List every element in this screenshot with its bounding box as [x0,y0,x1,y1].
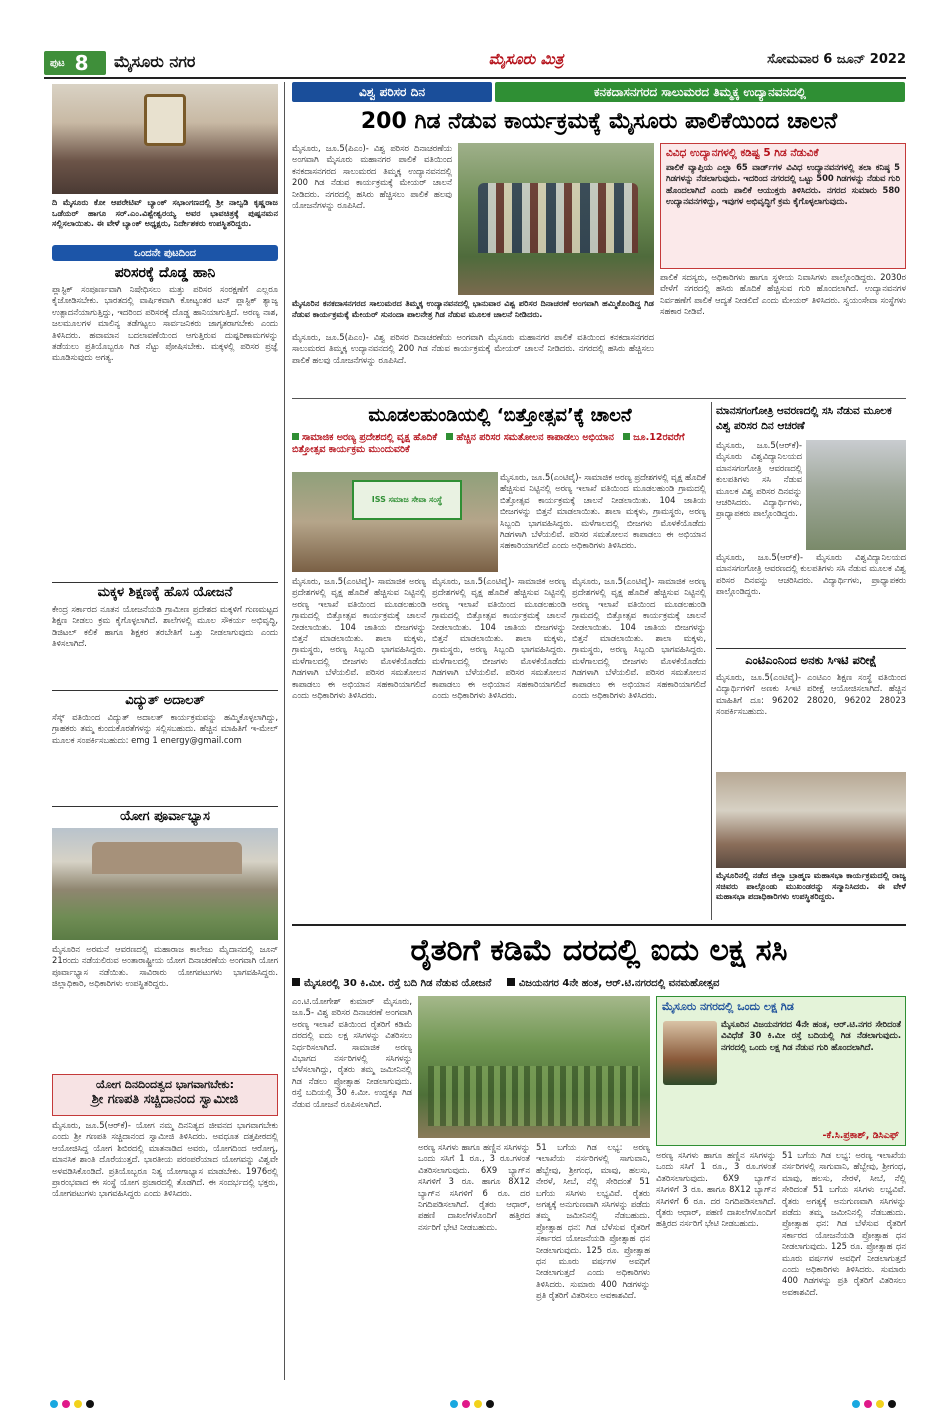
page-number: 8 [74,51,89,75]
swamiji-body: ಮೈಸೂರು, ಜೂ.5(ಆರ್‌ಕೆ)- ಯೋಗ ನಮ್ಮ ದಿನನಿತ್ಯದ ಜೀವನದ ಭಾಗವಾಗಬೇಕು ಎಂದು ಶ್ರೀ ಗಣಪತಿ ಸಚ್ಚಿದಾನಂದ ಸ್ವಾಮೀಜಿ ತಿಳಿಸಿದರು. ಅವಧೂತ ದತ್ತಪೀಠದಲ್ಲಿ ಆಯೋಜಿಸಿದ್ದ ಯೋಗ ಶಿಬಿರದಲ್ಲಿ ಮಾತನಾಡಿದ ಅವರು, ಯೋಗದಿಂದ ಆರೋಗ್ಯ, ಮಾನಸಿಕ ಶಾಂತಿ ದೊರೆಯುತ್ತದೆ. ಭಾರತೀಯ ಪರಂಪರೆಯಾದ ಯೋಗವನ್ನು ವಿಶ್ವವೇ ಅಳವಡಿಸಿಕೊಂಡಿದೆ. ಪ್ರತಿಯೊಬ್ಬರೂ ನಿತ್ಯ ಯೋಗಾಭ್ಯಾಸ ಮಾಡಬೇಕು. 1976ರಲ್ಲಿ ಪ್ರಾರಂಭವಾದ ಈ ಸಂಸ್ಥೆ ಯೋಗ ಪ್ರಚಾರದಲ್ಲಿ ತೊಡಗಿದೆ. ಈ ಸಂದರ್ಭದಲ್ಲಿ ಭಕ್ತರು, ಯೋಗಪಟುಗಳು ಭಾಗವಹಿಸಿದ್ದರು ಎಂದು ತಿಳಿಸಿದರು. [52,1120,278,1199]
bottom-body-c: 51 ಬಗೆಯ ಗಿಡ ಲಭ್ಯ: ಅರಣ್ಯ ಇಲಾಖೆಯ ನರ್ಸರಿಗಳಲ್ಲಿ ಸಾಗುವಾನಿ, ಹೆಬ್ಬೇವು, ಶ್ರೀಗಂಧ, ಮಾವು, ಹಲಸು, ನೇರಳೆ, ಸೀಬೆ, ನೆಲ್ಲಿ ಸೇರಿದಂತೆ 51 ಬಗೆಯ ಸಸಿಗಳು ಲಭ್ಯವಿವೆ. ರೈತರು ಅಗತ್ಯಕ್ಕೆ ಅನುಗುಣವಾಗಿ ಸಸಿಗಳನ್ನು ಪಡೆದು ತಮ್ಮ ಜಮೀನಿನಲ್ಲಿ ನೆಡಬಹುದು. ಪ್ರೋತ್ಸಾಹ ಧನ: ಗಿಡ ಬೆಳೆಸುವ ರೈತರಿಗೆ ಸರ್ಕಾರದ ಯೋಜನೆಯಡಿ ಪ್ರೋತ್ಸಾಹ ಧನ ನೀಡಲಾಗುವುದು. 125 ರೂ. ಪ್ರೋತ್ಸಾಹ ಧನ ಮೂರು ವರ್ಷಗಳ ಅವಧಿಗೆ ನೀಡಲಾಗುತ್ತದೆ ಎಂದು ಅಧಿಕಾರಿಗಳು ತಿಳಿಸಿದರು. ಸುಮಾರು 400 ಗಿಡಗಳನ್ನು ಪ್ರತಿ ರೈತರಿಗೆ ವಿತರಿಸಲು ಅವಕಾಶವಿದೆ. [536,1142,650,1301]
black-dot [888,1400,896,1408]
people-group-icon [478,183,638,253]
issue-date: ಸೋಮವಾರ 6 ಜೂನ್ 2022 [767,52,906,67]
continued-band: ಒಂದನೇ ಪುಟದಿಂದ [52,245,278,261]
magenta-dot [462,1400,470,1408]
story-body-power: ಸೆಸ್ಕ್ ವತಿಯಿಂದ ವಿದ್ಯುತ್ ಅದಾಲತ್ ಕಾರ್ಯಕ್ರಮವನ್ನು ಹಮ್ಮಿಕೊಳ್ಳಲಾಗಿದ್ದು, ಗ್ರಾಹಕರು ತಮ್ಮ ಕುಂದುಕೊರತೆಗಳನ್ನು ಸಲ್ಲಿಸಬಹುದು. ಹೆಚ್ಚಿನ ಮಾಹಿತಿಗೆ ಇ-ಮೇಲ್ ಮೂಲಕ ಸಂಪರ್ಕಿಸಬಹುದು: emg 1 energy@gmail.com [52,712,278,745]
bottom-box-heading: ಮೈಸೂರು ನಗರದಲ್ಲಿ ಒಂದು ಲಕ್ಷ ಗಿಡ [662,1000,794,1013]
yoga-body: ಮೈಸೂರಿನ ಅರಮನೆ ಆವರಣದಲ್ಲಿ ಮಹಾರಾಜ ಕಾಲೇಜು ಮೈದಾನದಲ್ಲಿ ಜೂನ್ 21ರಂದು ನಡೆಯಲಿರುವ ಅಂತಾರಾಷ್ಟ್ರೀಯ ಯೋಗ ದಿನಾಚರಣೆಯ ಅಂಗವಾಗಿ ಯೋಗ ಪೂರ್ವಾಭ್ಯಾಸ ನಡೆಯಿತು. ಸಾವಿರಾರು ಯೋಗಪಟುಗಳು ಭಾಗವಹಿಸಿದ್ದರು. ಜಿಲ್ಲಾಧಿಕಾರಿ, ಅಧಿಕಾರಿಗಳು ಉಪಸ್ಥಿತರಿದ್ದರು. [52,944,278,989]
page-number-box [44,51,106,75]
bottom-box-city [656,996,906,1146]
magenta-dot [62,1400,70,1408]
felicitation-photo [716,772,906,868]
mid-right-rule [711,402,712,920]
registration-marks-right [852,1400,912,1410]
mid-headline: ಮೂಡಲಹುಂಡಿಯಲ್ಲಿ ‘ಬಿತ್ತೋತ್ಸವ’ಕ್ಕೆ ಚಾಲನೆ [368,405,632,426]
right-story1-body-cont: ಮೈಸೂರು, ಜೂ.5(ಆರ್‌ಕೆ)- ಮೈಸೂರು ವಿಶ್ವವಿದ್ಯಾನಿಲಯದ ಮಾನಸಗಂಗೋತ್ರಿ ಆವರಣದಲ್ಲಿ ಕುಲಪತಿಗಳು ಸಸಿ ನೆಡುವ ಮೂಲಕ ವಿಶ್ವ ಪರಿಸರ ದಿನವನ್ನು ಆಚರಿಸಿದರು. ವಿದ್ಯಾರ್ಥಿಗಳು, ಪ್ರಾಧ್ಯಾಪಕರು ಪಾಲ್ಗೊಂಡಿದ್ದರು. [716,552,906,597]
tree-planting-caption: ಮೈಸೂರಿನ ಕನಕದಾಸನಗರದ ಸಾಲುಮರದ ತಿಮ್ಮಕ್ಕ ಉದ್ಯಾನವನದಲ್ಲಿ ಭಾನುವಾರ ವಿಶ್ವ ಪರಿಸರ ದಿನಾಚರಣೆ ಅಂಗವಾಗಿ ಹಮ್ಮಿಕೊಂಡಿದ್ದ ಗಿಡ ನೆಡುವ ಕಾರ್ಯಕ್ರಮಕ್ಕೆ ಮೇಯರ್ ಸುನಂದಾ ಪಾಲನೇತ್ರ ಗಿಡ ನೆಡುವ ಮೂಲಕ ಚಾಲನೆ ನೀಡಿದರು. [292,298,654,319]
square-bullet-icon [292,978,300,986]
left-column-rule [284,82,285,1380]
cyan-dot [50,1400,58,1408]
bottom-box-author: -ಕೆ.ಸಿ.ಪ್ರಕಾಶ್, ಡಿಸಿಎಫ್ [822,1130,899,1141]
mid-body-c: ಮೈಸೂರು, ಜೂ.5(ಎಂಟಿವೈ)- ಸಾಮಾಜಿಕ ಅರಣ್ಯ ಪ್ರದೇಶಗಳಲ್ಲಿ ವೃಕ್ಷ ಹೊದಿಕೆ ಹೆಚ್ಚಿಸುವ ನಿಟ್ಟಿನಲ್ಲಿ ಅರಣ್ಯ ಇಲಾಖೆ ವತಿಯಿಂದ ಮೂಡಲಹುಂಡಿ ಗ್ರಾಮದಲ್ಲಿ ಬಿತ್ತೋತ್ಸವ ಕಾರ್ಯಕ್ರಮಕ್ಕೆ ಚಾಲನೆ ನೀಡಲಾಯಿತು. 104 ಜಾತಿಯ ಬೀಜಗಳನ್ನು ಬಿತ್ತನೆ ಮಾಡಲಾಯಿತು. ಶಾಲಾ ಮಕ್ಕಳು, ಗ್ರಾಮಸ್ಥರು, ಅರಣ್ಯ ಸಿಬ್ಬಂದಿ ಭಾಗವಹಿಸಿದ್ದರು. ಮಳೆಗಾಲದಲ್ಲಿ ಬೀಜಗಳು ಮೊಳಕೆಯೊಡೆದು ಗಿಡಗಳಾಗಿ ಬೆಳೆಯಲಿವೆ. ಪರಿಸರ ಸಮತೋಲನ ಕಾಪಾಡಲು ಈ ಅಭಿಯಾನ ಸಹಕಾರಿಯಾಗಲಿದೆ ಎಂದು ಅಧಿಕಾರಿಗಳು ತಿಳಿಸಿದರು. [432,576,566,701]
square-bullet-icon [446,433,453,440]
section-title: ಮೈಸೂರು ನಗರ [114,52,196,71]
main-body-text-lower: ಮೈಸೂರು, ಜೂ.5(ಪಿಎಂ)- ವಿಶ್ವ ಪರಿಸರ ದಿನಾಚರಣೆಯ ಅಂಗವಾಗಿ ಮೈಸೂರು ಮಹಾನಗರ ಪಾಲಿಕೆ ವತಿಯಿಂದ ಕನಕದಾಸನಗರದ ಸಾಲುಮರದ ತಿಮ್ಮಕ್ಕ ಉದ್ಯಾನವನದಲ್ಲಿ 200 ಗಿಡ ನೆಡುವ ಕಾರ್ಯಕ್ರಮಕ್ಕೆ ಮೇಯರ್ ಚಾಲನೆ ನೀಡಿದರು. ನಗರದಲ್ಲಿ ಹಸಿರು ಹೆಚ್ಚಿಸಲು ಪಾಲಿಕೆ ಹಲವು ಯೋಜನೆಗಳನ್ನು ರೂಪಿಸಿದೆ. [292,332,654,365]
bottom-box-text: ಮೈಸೂರಿನ ವಿಜಯನಗರದ 4ನೇ ಹಂತ, ಆರ್.ಟಿ.ನಗರ ಸೇರಿದಂತೆ ವಿವಿಧೆಡೆ 30 ಕಿ.ಮೀ ರಸ್ತೆ ಬದಿಯಲ್ಲಿ ಗಿಡ ನೆಡಲಾಗುವುದು. ನಗರದಲ್ಲಿ ಒಂದು ಲಕ್ಷ ಗಿಡ ನೆಡುವ ಗುರಿ ಹೊಂದಲಾಗಿದೆ. [721,1019,901,1052]
registration-marks-center [450,1400,510,1410]
right-story2-body: ಮೈಸೂರು, ಜೂ.5(ಎಂಟಿವೈ)- ಎಂಟಿಎಂ ಶಿಕ್ಷಣ ಸಂಸ್ಥೆ ವತಿಯಿಂದ ವಿದ್ಯಾರ್ಥಿಗಳಿಗೆ ಅಣಕು ಸಿಇಟಿ ಪರೀಕ್ಷೆ ಆಯೋಜಿಸಲಾಗಿದೆ. ಹೆಚ್ಚಿನ ಮಾಹಿತಿಗೆ ದೂ: 96202 28020, 96202 28023 ಸಂಪರ್ಕಿಸಬಹುದು. [716,672,906,717]
yellow-dot [474,1400,482,1408]
bottom-body-b: ಅರಣ್ಯ ಸಸಿಗಳು ಹಾಗೂ ಹಣ್ಣಿನ ಸಸಿಗಳನ್ನು ಒಂದು ಸಸಿಗೆ 1 ರೂ., 3 ರೂ.ಗಳಂತೆ ವಿತರಿಸಲಾಗುವುದು. 6X9 ಬ್ಯಾಗ್‌ನ ಸಸಿಗಳಿಗೆ 3 ರೂ. ಹಾಗೂ 8X12 ಬ್ಯಾಗ್‌ನ ಸಸಿಗಳಿಗೆ 6 ರೂ. ದರ ನಿಗದಿಪಡಿಸಲಾಗಿದೆ. ರೈತರು ಆಧಾರ್, ಪಹಣಿ ದಾಖಲೆಗಳೊಂದಿಗೆ ಹತ್ತಿರದ ನರ್ಸರಿಗೆ ಭೇಟಿ ನೀಡಬಹುದು. [418,1142,530,1232]
black-dot [486,1400,494,1408]
bottom-headline: ರೈತರಿಗೆ ಕಡಿಮೆ ದರದಲ್ಲಿ ಐದು ಲಕ್ಷ ಸಸಿ [410,933,788,968]
square-bullet-icon [507,978,515,986]
nursery-photo [418,996,650,1138]
banner-iss [352,480,462,520]
story-body-environment: ಪ್ಲಾಸ್ಟಿಕ್ ಸಂಪೂರ್ಣವಾಗಿ ನಿಷೇಧಿಸಲು ಮತ್ತು ಪರಿಸರ ಸಂರಕ್ಷಣೆಗೆ ಎಲ್ಲರೂ ಕೈಜೋಡಿಸಬೇಕು. ಭಾರತದಲ್ಲಿ ವಾರ್ಷಿಕವಾಗಿ ಕೋಟ್ಯಂತರ ಟನ್ ಪ್ಲಾಸ್ಟಿಕ್ ತ್ಯಾಜ್ಯ ಉತ್ಪಾದನೆಯಾಗುತ್ತಿದ್ದು, ಇದರಿಂದ ಪರಿಸರಕ್ಕೆ ದೊಡ್ಡ ಹಾನಿಯಾಗುತ್ತಿದೆ. ಅರಣ್ಯ ನಾಶ, ಜಲಮೂಲಗಳ ಮಾಲಿನ್ಯ ತಡೆಗಟ್ಟಲು ಸಾರ್ವಜನಿಕರು ಜಾಗೃತರಾಗಬೇಕು ಎಂದು ತಿಳಿಸಿದರು. ಹವಾಮಾನ ಬದಲಾವಣೆಯಿಂದ ಆಗುತ್ತಿರುವ ದುಷ್ಪರಿಣಾಮಗಳನ್ನು ತಡೆಯಲು ಪ್ರತಿಯೊಬ್ಬರೂ ಗಿಡ ನೆಟ್ಟು ಪೋಷಿಸಬೇಕು. ಮಕ್ಕಳಲ್ಲಿ ಪರಿಸರ ಪ್ರಜ್ಞೆ ಮೂಡಿಸುವುದು ಅಗತ್ಯ. [52,284,278,363]
yellow-dot [876,1400,884,1408]
main-bottom-rule [292,398,906,399]
right-story1-heading: ಮಾನಸಗಂಗೋತ್ರಿ ಆವರಣದಲ್ಲಿ ಸಸಿ ನೆಡುವ ಮೂಲಕ ವಿಶ್ವ ಪರಿಸರ ದಿನ ಆಚರಣೆ [716,405,892,432]
square-bullet-icon [623,433,630,440]
bottom-body-a: ಎಂ.ಟಿ.ಯೋಗೇಶ್ ಕುಮಾರ್ ಮೈಸೂರು, ಜೂ.5- ವಿಶ್ವ ಪರಿಸರ ದಿನಾಚರಣೆ ಅಂಗವಾಗಿ ಅರಣ್ಯ ಇಲಾಖೆ ವತಿಯಿಂದ ರೈತರಿಗೆ ಕಡಿಮೆ ದರದಲ್ಲಿ ಐದು ಲಕ್ಷ ಸಸಿಗಳನ್ನು ವಿತರಿಸಲು ನಿರ್ಧರಿಸಲಾಗಿದೆ. ಸಾಮಾಜಿಕ ಅರಣ್ಯ ವಿಭಾಗದ ನರ್ಸರಿಗಳಲ್ಲಿ ಸಸಿಗಳನ್ನು ಬೆಳೆಸಲಾಗಿದ್ದು, ರೈತರು ತಮ್ಮ ಜಮೀನಿನಲ್ಲಿ ಗಿಡ ನೆಡಲು ಪ್ರೋತ್ಸಾಹ ನೀಡಲಾಗುವುದು. ರಸ್ತೆ ಬದಿಯಲ್ಲಿ 30 ಕಿ.ಮೀ. ಉದ್ದಕ್ಕೂ ಗಿಡ ನೆಡುವ ಯೋಜನೆ ರೂಪಿಸಲಾಗಿದೆ. [292,996,412,1109]
mid-bullets [292,432,708,470]
bottom-bullets [292,976,906,992]
side-box-heading: ವಿವಿಧ ಉದ್ಯಾನಗಳಲ್ಲಿ ಕಡಿಷ್ಟ 5 ಗಿಡ ನೆಡುವಿಕೆ [666,147,819,159]
mid-bullet-2: ಹೆಚ್ಚಿನ ಪರಿಸರ ಸಮತೋಲನ ಕಾಪಾಡಲು ಅಭಿಯಾನ [456,432,614,443]
mid-bullet-1: ಸಾಮಾಜಿಕ ಅರಣ್ಯ ಪ್ರದೇಶದಲ್ಲಿ ವೃಕ್ಷ ಹೊದಿಕೆ [302,432,438,443]
main-body-text: ಪಾಲಿಕೆ ಸದಸ್ಯರು, ಅಧಿಕಾರಿಗಳು ಹಾಗೂ ಸ್ಥಳೀಯ ನಿವಾಸಿಗಳು ಪಾಲ್ಗೊಂಡಿದ್ದರು. 2030ರ ವೇಳೆಗೆ ನಗರದಲ್ಲಿ ಹಸಿರು ಹೊದಿಕೆ ಹೆಚ್ಚಿಸುವ ಗುರಿ ಹೊಂದಲಾಗಿದೆ. ಉದ್ಯಾನವನಗಳ ನಿರ್ವಹಣೆಗೆ ಪಾಲಿಕೆ ಆದ್ಯತೆ ನೀಡಲಿದೆ ಎಂದು ಮೇಯರ್ ತಿಳಿಸಿದರು. ಸ್ವಯಂಸೇವಾ ಸಂಸ್ಥೆಗಳು ಸಹಕಾರ ನೀಡಿವೆ. [660,272,906,317]
bottom-body-d: ಅರಣ್ಯ ಸಸಿಗಳು ಹಾಗೂ ಹಣ್ಣಿನ ಸಸಿಗಳನ್ನು ಒಂದು ಸಸಿಗೆ 1 ರೂ., 3 ರೂ.ಗಳಂತೆ ವಿತರಿಸಲಾಗುವುದು. 6X9 ಬ್ಯಾಗ್‌ನ ಸಸಿಗಳಿಗೆ 3 ರೂ. ಹಾಗೂ 8X12 ಬ್ಯಾಗ್‌ನ ಸಸಿಗಳಿಗೆ 6 ರೂ. ದರ ನಿಗದಿಪಡಿಸಲಾಗಿದೆ. ರೈತರು ಆಧಾರ್, ಪಹಣಿ ದಾಖಲೆಗಳೊಂದಿಗೆ ಹತ್ತಿರದ ನರ್ಸರಿಗೆ ಭೇಟಿ ನೀಡಬಹುದು. [656,1150,776,1229]
cyan-dot [852,1400,860,1408]
side-box-parks [660,143,906,269]
bank-event-photo [52,84,278,194]
swamiji-name: ಶ್ರೀ ಗಣಪತಿ ಸಚ್ಚಿದಾನಂದ ಸ್ವಾಮೀಜಿ [91,1092,239,1107]
tag-kanakadasa-nagar: ಕನಕದಾಸನಗರದ ಸಾಲುಮರದ ತಿಮ್ಮಕ್ಕ ಉದ್ಯಾನವನದಲ್ಲಿ [495,82,905,102]
bank-event-caption: ದಿ ಮೈಸೂರು ಕೋ ಆಪರೇಟಿವ್ ಬ್ಯಾಂಕ್ ಸಭಾಂಗಣದಲ್ಲಿ ಶ್ರೀ ನಾಲ್ವಡಿ ಕೃಷ್ಣರಾಜ ಒಡೆಯರ್ ಹಾಗೂ ಸರ್.ಎಂ.ವಿಶ್ವೇಶ್ವರಯ್ಯ ಅವರ ಭಾವಚಿತ್ರಕ್ಕೆ ಪುಷ್ಪನಮನ ಸಲ್ಲಿಸಲಾಯಿತು. ಈ ವೇಳೆ ಬ್ಯಾಂಕ್ ಅಧ್ಯಕ್ಷರು, ನಿರ್ದೇಶಕರು ಉಪಸ್ಥಿತರಿದ್ದರು. [52,197,278,228]
tag-world-environment-day: ವಿಶ್ವ ಪರಿಸರ ದಿನ [292,82,492,102]
yellow-dot [74,1400,82,1408]
page-header [44,50,906,76]
bottom-section-rule [292,924,906,926]
bottom-body-e: 51 ಬಗೆಯ ಗಿಡ ಲಭ್ಯ: ಅರಣ್ಯ ಇಲಾಖೆಯ ನರ್ಸರಿಗಳಲ್ಲಿ ಸಾಗುವಾನಿ, ಹೆಬ್ಬೇವು, ಶ್ರೀಗಂಧ, ಮಾವು, ಹಲಸು, ನೇರಳೆ, ಸೀಬೆ, ನೆಲ್ಲಿ ಸೇರಿದಂತೆ 51 ಬಗೆಯ ಸಸಿಗಳು ಲಭ್ಯವಿವೆ. ರೈತರು ಅಗತ್ಯಕ್ಕೆ ಅನುಗುಣವಾಗಿ ಸಸಿಗಳನ್ನು ಪಡೆದು ತಮ್ಮ ಜಮೀನಿನಲ್ಲಿ ನೆಡಬಹುದು. ಪ್ರೋತ್ಸಾಹ ಧನ: ಗಿಡ ಬೆಳೆಸುವ ರೈತರಿಗೆ ಸರ್ಕಾರದ ಯೋಜನೆಯಡಿ ಪ್ರೋತ್ಸಾಹ ಧನ ನೀಡಲಾಗುವುದು. 125 ರೂ. ಪ್ರೋತ್ಸಾಹ ಧನ ಮೂರು ವರ್ಷಗಳ ಅವಧಿಗೆ ನೀಡಲಾಗುತ್ತದೆ ಎಂದು ಅಧಿಕಾರಿಗಳು ತಿಳಿಸಿದರು. ಸುಮಾರು 400 ಗಿಡಗಳನ್ನು ಪ್ರತಿ ರೈತರಿಗೆ ವಿತರಿಸಲು ಅವಕಾಶವಿದೆ. [782,1150,906,1297]
page-label: ಪುಟ [50,57,65,69]
swamiji-box [52,1074,278,1116]
right-story1-body: ಮೈಸೂರು, ಜೂ.5(ಆರ್‌ಕೆ)- ಮೈಸೂರು ವಿಶ್ವವಿದ್ಯಾನಿಲಯದ ಮಾನಸಗಂಗೋತ್ರಿ ಆವರಣದಲ್ಲಿ ಕುಲಪತಿಗಳು ಸಸಿ ನೆಡುವ ಮೂಲಕ ವಿಶ್ವ ಪರಿಸರ ದಿನವನ್ನು ಆಚರಿಸಿದರು. ವಿದ್ಯಾರ್ಥಿಗಳು, ಪ್ರಾಧ್ಯಾಪಕರು ಪಾಲ್ಗೊಂಡಿದ್ದರು. [716,440,802,519]
square-bullet-icon [292,433,299,440]
black-dot [86,1400,94,1408]
story-body-education: ಕೇಂದ್ರ ಸರ್ಕಾರದ ನೂತನ ಯೋಜನೆಯಡಿ ಗ್ರಾಮೀಣ ಪ್ರದೇಶದ ಮಕ್ಕಳಿಗೆ ಗುಣಮಟ್ಟದ ಶಿಕ್ಷಣ ನೀಡಲು ಕ್ರಮ ಕೈಗೊಳ್ಳಲಾಗಿದೆ. ಶಾಲೆಗಳಲ್ಲಿ ಮೂಲ ಸೌಕರ್ಯ ಅಭಿವೃದ್ಧಿ, ಡಿಜಿಟಲ್ ಕಲಿಕೆ ಹಾಗೂ ಶಿಕ್ಷಕರ ತರಬೇತಿಗೆ ಒತ್ತು ನೀಡಲಾಗುವುದು ಎಂದು ತಿಳಿಸಲಾಗಿದೆ. [52,604,278,649]
bottom-bullet-1: ಮೈಸೂರಲ್ಲಿ 30 ಕಿ.ಮೀ. ರಸ್ತೆ ಬದಿ ಗಿಡ ನೆಡುವ ಯೋಜನೆ [304,978,492,989]
story-heading-education: ಮಕ್ಕಳ ಶಿಕ್ಷಣಕ್ಕೆ ಹೊಸ ಯೋಜನೆ [52,582,278,602]
saplings-rows-icon [428,1066,640,1126]
yoga-heading: ಯೋಗ ಪೂರ್ವಾಭ್ಯಾಸ [52,806,278,826]
story-heading-environment: ಪರಿಸರಕ್ಕೆ ದೊಡ್ಡ ಹಾನಿ [114,265,216,281]
main-lead-text: ಮೈಸೂರು, ಜೂ.5(ಪಿಎಂ)- ವಿಶ್ವ ಪರಿಸರ ದಿನಾಚರಣೆಯ ಅಂಗವಾಗಿ ಮೈಸೂರು ಮಹಾನಗರ ಪಾಲಿಕೆ ವತಿಯಿಂದ ಕನಕದಾಸನಗರದ ಸಾಲುಮರದ ತಿಮ್ಮಕ್ಕ ಉದ್ಯಾನವನದಲ್ಲಿ 200 ಗಿಡ ನೆಡುವ ಕಾರ್ಯಕ್ರಮಕ್ಕೆ ಮೇಯರ್ ಚಾಲನೆ ನೀಡಿದರು. ನಗರದಲ್ಲಿ ಹಸಿರು ಹೆಚ್ಚಿಸಲು ಪಾಲಿಕೆ ಹಲವು ಯೋಜನೆಗಳನ್ನು ರೂಪಿಸಿದೆ. [292,143,452,211]
cyan-dot [450,1400,458,1408]
mid-body-a: ಮೈಸೂರು, ಜೂ.5(ಎಂಟಿವೈ)- ಸಾಮಾಜಿಕ ಅರಣ್ಯ ಪ್ರದೇಶಗಳಲ್ಲಿ ವೃಕ್ಷ ಹೊದಿಕೆ ಹೆಚ್ಚಿಸುವ ನಿಟ್ಟಿನಲ್ಲಿ ಅರಣ್ಯ ಇಲಾಖೆ ವತಿಯಿಂದ ಮೂಡಲಹುಂಡಿ ಗ್ರಾಮದಲ್ಲಿ ಬಿತ್ತೋತ್ಸವ ಕಾರ್ಯಕ್ರಮಕ್ಕೆ ಚಾಲನೆ ನೀಡಲಾಯಿತು. 104 ಜಾತಿಯ ಬೀಜಗಳನ್ನು ಬಿತ್ತನೆ ಮಾಡಲಾಯಿತು. ಶಾಲಾ ಮಕ್ಕಳು, ಗ್ರಾಮಸ್ಥರು, ಅರಣ್ಯ ಸಿಬ್ಬಂದಿ ಭಾಗವಹಿಸಿದ್ದರು. ಮಳೆಗಾಲದಲ್ಲಿ ಬೀಜಗಳು ಮೊಳಕೆಯೊಡೆದು ಗಿಡಗಳಾಗಿ ಬೆಳೆಯಲಿವೆ. ಪರಿಸರ ಸಮತೋಲನ ಕಾಪಾಡಲು ಈ ಅಭಿಯಾನ ಸಹಕಾರಿಯಾಗಲಿದೆ ಎಂದು ಅಧಿಕಾರಿಗಳು ತಿಳಿಸಿದರು. [500,472,706,551]
palace-silhouette-icon [92,842,242,874]
right-story2-heading: ಎಂಟಿಎಂನಿಂದ ಅನಕು ಸಿಇಟಿ ಪರೀಕ್ಷೆ [716,648,906,670]
story-heading-power: ವಿದ್ಯುತ್ ಅದಾಲತ್ [52,690,278,710]
main-headline: 200 ಗಿಡ ನೆಡುವ ಕಾರ್ಯಕ್ರಮಕ್ಕೆ ಮೈಸೂರು ಪಾಲಿಕೆಯಿಂದ ಚಾಲನೆ [360,109,838,134]
mid-body-d: ಮೈಸೂರು, ಜೂ.5(ಎಂಟಿವೈ)- ಸಾಮಾಜಿಕ ಅರಣ್ಯ ಪ್ರದೇಶಗಳಲ್ಲಿ ವೃಕ್ಷ ಹೊದಿಕೆ ಹೆಚ್ಚಿಸುವ ನಿಟ್ಟಿನಲ್ಲಿ ಅರಣ್ಯ ಇಲಾಖೆ ವತಿಯಿಂದ ಮೂಡಲಹುಂಡಿ ಗ್ರಾಮದಲ್ಲಿ ಬಿತ್ತೋತ್ಸವ ಕಾರ್ಯಕ್ರಮಕ್ಕೆ ಚಾಲನೆ ನೀಡಲಾಯಿತು. 104 ಜಾತಿಯ ಬೀಜಗಳನ್ನು ಬಿತ್ತನೆ ಮಾಡಲಾಯಿತು. ಶಾಲಾ ಮಕ್ಕಳು, ಗ್ರಾಮಸ್ಥರು, ಅರಣ್ಯ ಸಿಬ್ಬಂದಿ ಭಾಗವಹಿಸಿದ್ದರು. ಮಳೆಗಾಲದಲ್ಲಿ ಬೀಜಗಳು ಮೊಳಕೆಯೊಡೆದು ಗಿಡಗಳಾಗಿ ಬೆಳೆಯಲಿವೆ. ಪರಿಸರ ಸಮತೋಲನ ಕಾಪಾಡಲು ಈ ಅಭಿಯಾನ ಸಹಕಾರಿಯಾಗಲಿದೆ ಎಂದು ಅಧಿಕಾರಿಗಳು ತಿಳಿಸಿದರು. [572,576,706,701]
mid-bullet-3: ಜೂ.12ರವರೆಗೆ ಬಿತ್ತೋತ್ಸವ ಕಾರ್ಯಕ್ರಮ ಮುಂದುವರಿಕೆ [292,432,685,455]
registration-marks-left [50,1400,140,1410]
mid-body-b: ಮೈಸೂರು, ಜೂ.5(ಎಂಟಿವೈ)- ಸಾಮಾಜಿಕ ಅರಣ್ಯ ಪ್ರದೇಶಗಳಲ್ಲಿ ವೃಕ್ಷ ಹೊದಿಕೆ ಹೆಚ್ಚಿಸುವ ನಿಟ್ಟಿನಲ್ಲಿ ಅರಣ್ಯ ಇಲಾಖೆ ವತಿಯಿಂದ ಮೂಡಲಹುಂಡಿ ಗ್ರಾಮದಲ್ಲಿ ಬಿತ್ತೋತ್ಸವ ಕಾರ್ಯಕ್ರಮಕ್ಕೆ ಚಾಲನೆ ನೀಡಲಾಯಿತು. 104 ಜಾತಿಯ ಬೀಜಗಳನ್ನು ಬಿತ್ತನೆ ಮಾಡಲಾಯಿತು. ಶಾಲಾ ಮಕ್ಕಳು, ಗ್ರಾಮಸ್ಥರು, ಅರಣ್ಯ ಸಿಬ್ಬಂದಿ ಭಾಗವಹಿಸಿದ್ದರು. ಮಳೆಗಾಲದಲ್ಲಿ ಬೀಜಗಳು ಮೊಳಕೆಯೊಡೆದು ಗಿಡಗಳಾಗಿ ಬೆಳೆಯಲಿವೆ. ಪರಿಸರ ಸಮತೋಲನ ಕಾಪಾಡಲು ಈ ಅಭಿಯಾನ ಸಹಕಾರಿಯಾಗಲಿದೆ ಎಂದು ಅಧಿಕಾರಿಗಳು ತಿಳಿಸಿದರು. [292,576,426,701]
campus-photo [806,440,906,550]
officer-avatar [663,1021,717,1085]
yoga-photo [52,828,278,940]
header-rule [44,77,906,79]
tree-planting-photo [458,143,654,295]
seed-festival-photo [292,472,498,572]
paper-name: ಮೈಸೂರು ಮಿತ್ರ [488,50,564,68]
magenta-dot [864,1400,872,1408]
banner-text: ISS ಸಮಾಜ ಸೇವಾ ಸಂಸ್ಥೆ [371,495,443,504]
felicitation-caption: ಮೈಸೂರಿನಲ್ಲಿ ನಡೆದ ಜಿಲ್ಲಾ ಬ್ರಾಹ್ಮಣ ಮಹಾಸಭಾ ಕಾರ್ಯಕ್ರಮದಲ್ಲಿ ರಾಜ್ಯ ಸಚಿವರು ಪಾಲ್ಗೊಂಡು ಮುಖಂಡರನ್ನು ಸನ್ಮಾನಿಸಿದರು. ಈ ವೇಳೆ ಮಹಾಸಭಾ ಪದಾಧಿಕಾರಿಗಳು ಉಪಸ್ಥಿತರಿದ್ದರು. [716,870,906,901]
side-box-text: ಪಾಲಿಕೆ ವ್ಯಾಪ್ತಿಯ ಎಲ್ಲಾ 65 ವಾರ್ಡ್‌ಗಳ ವಿವಿಧ ಉದ್ಯಾನವನಗಳಲ್ಲಿ ತಲಾ ಕನಿಷ್ಠ 5 ಗಿಡಗಳನ್ನು ನೆಡಲಾಗುವುದು. ಇದರಿಂದ ನಗರದಲ್ಲಿ ಒಟ್ಟು 500 ಗಿಡಗಳನ್ನು ನೆಡುವ ಗುರಿ ಹೊಂದಲಾಗಿದೆ ಎಂದು ಪಾಲಿಕೆ ಆಯುಕ್ತರು ತಿಳಿಸಿದರು. ನಗರದ ಸುಮಾರು 580 ಉದ್ಯಾನವನಗಳಿದ್ದು, ಇವುಗಳ ಅಭಿವೃದ್ಧಿಗೆ ಕ್ರಮ ಕೈಗೊಳ್ಳಲಾಗುವುದು. [666,162,900,207]
bottom-bullet-2: ವಿಜಯನಗರ 4ನೇ ಹಂತ, ಆರ್.ಟಿ.ನಗರದಲ್ಲಿ ವನಮಹೋತ್ಸವ [518,978,720,989]
swamiji-kicker: ಯೋಗ ದಿನದಿಂದತ್ವದ ಭಾಗವಾಗಬೇಕು: [95,1078,235,1091]
portrait-frame-icon [144,94,186,146]
